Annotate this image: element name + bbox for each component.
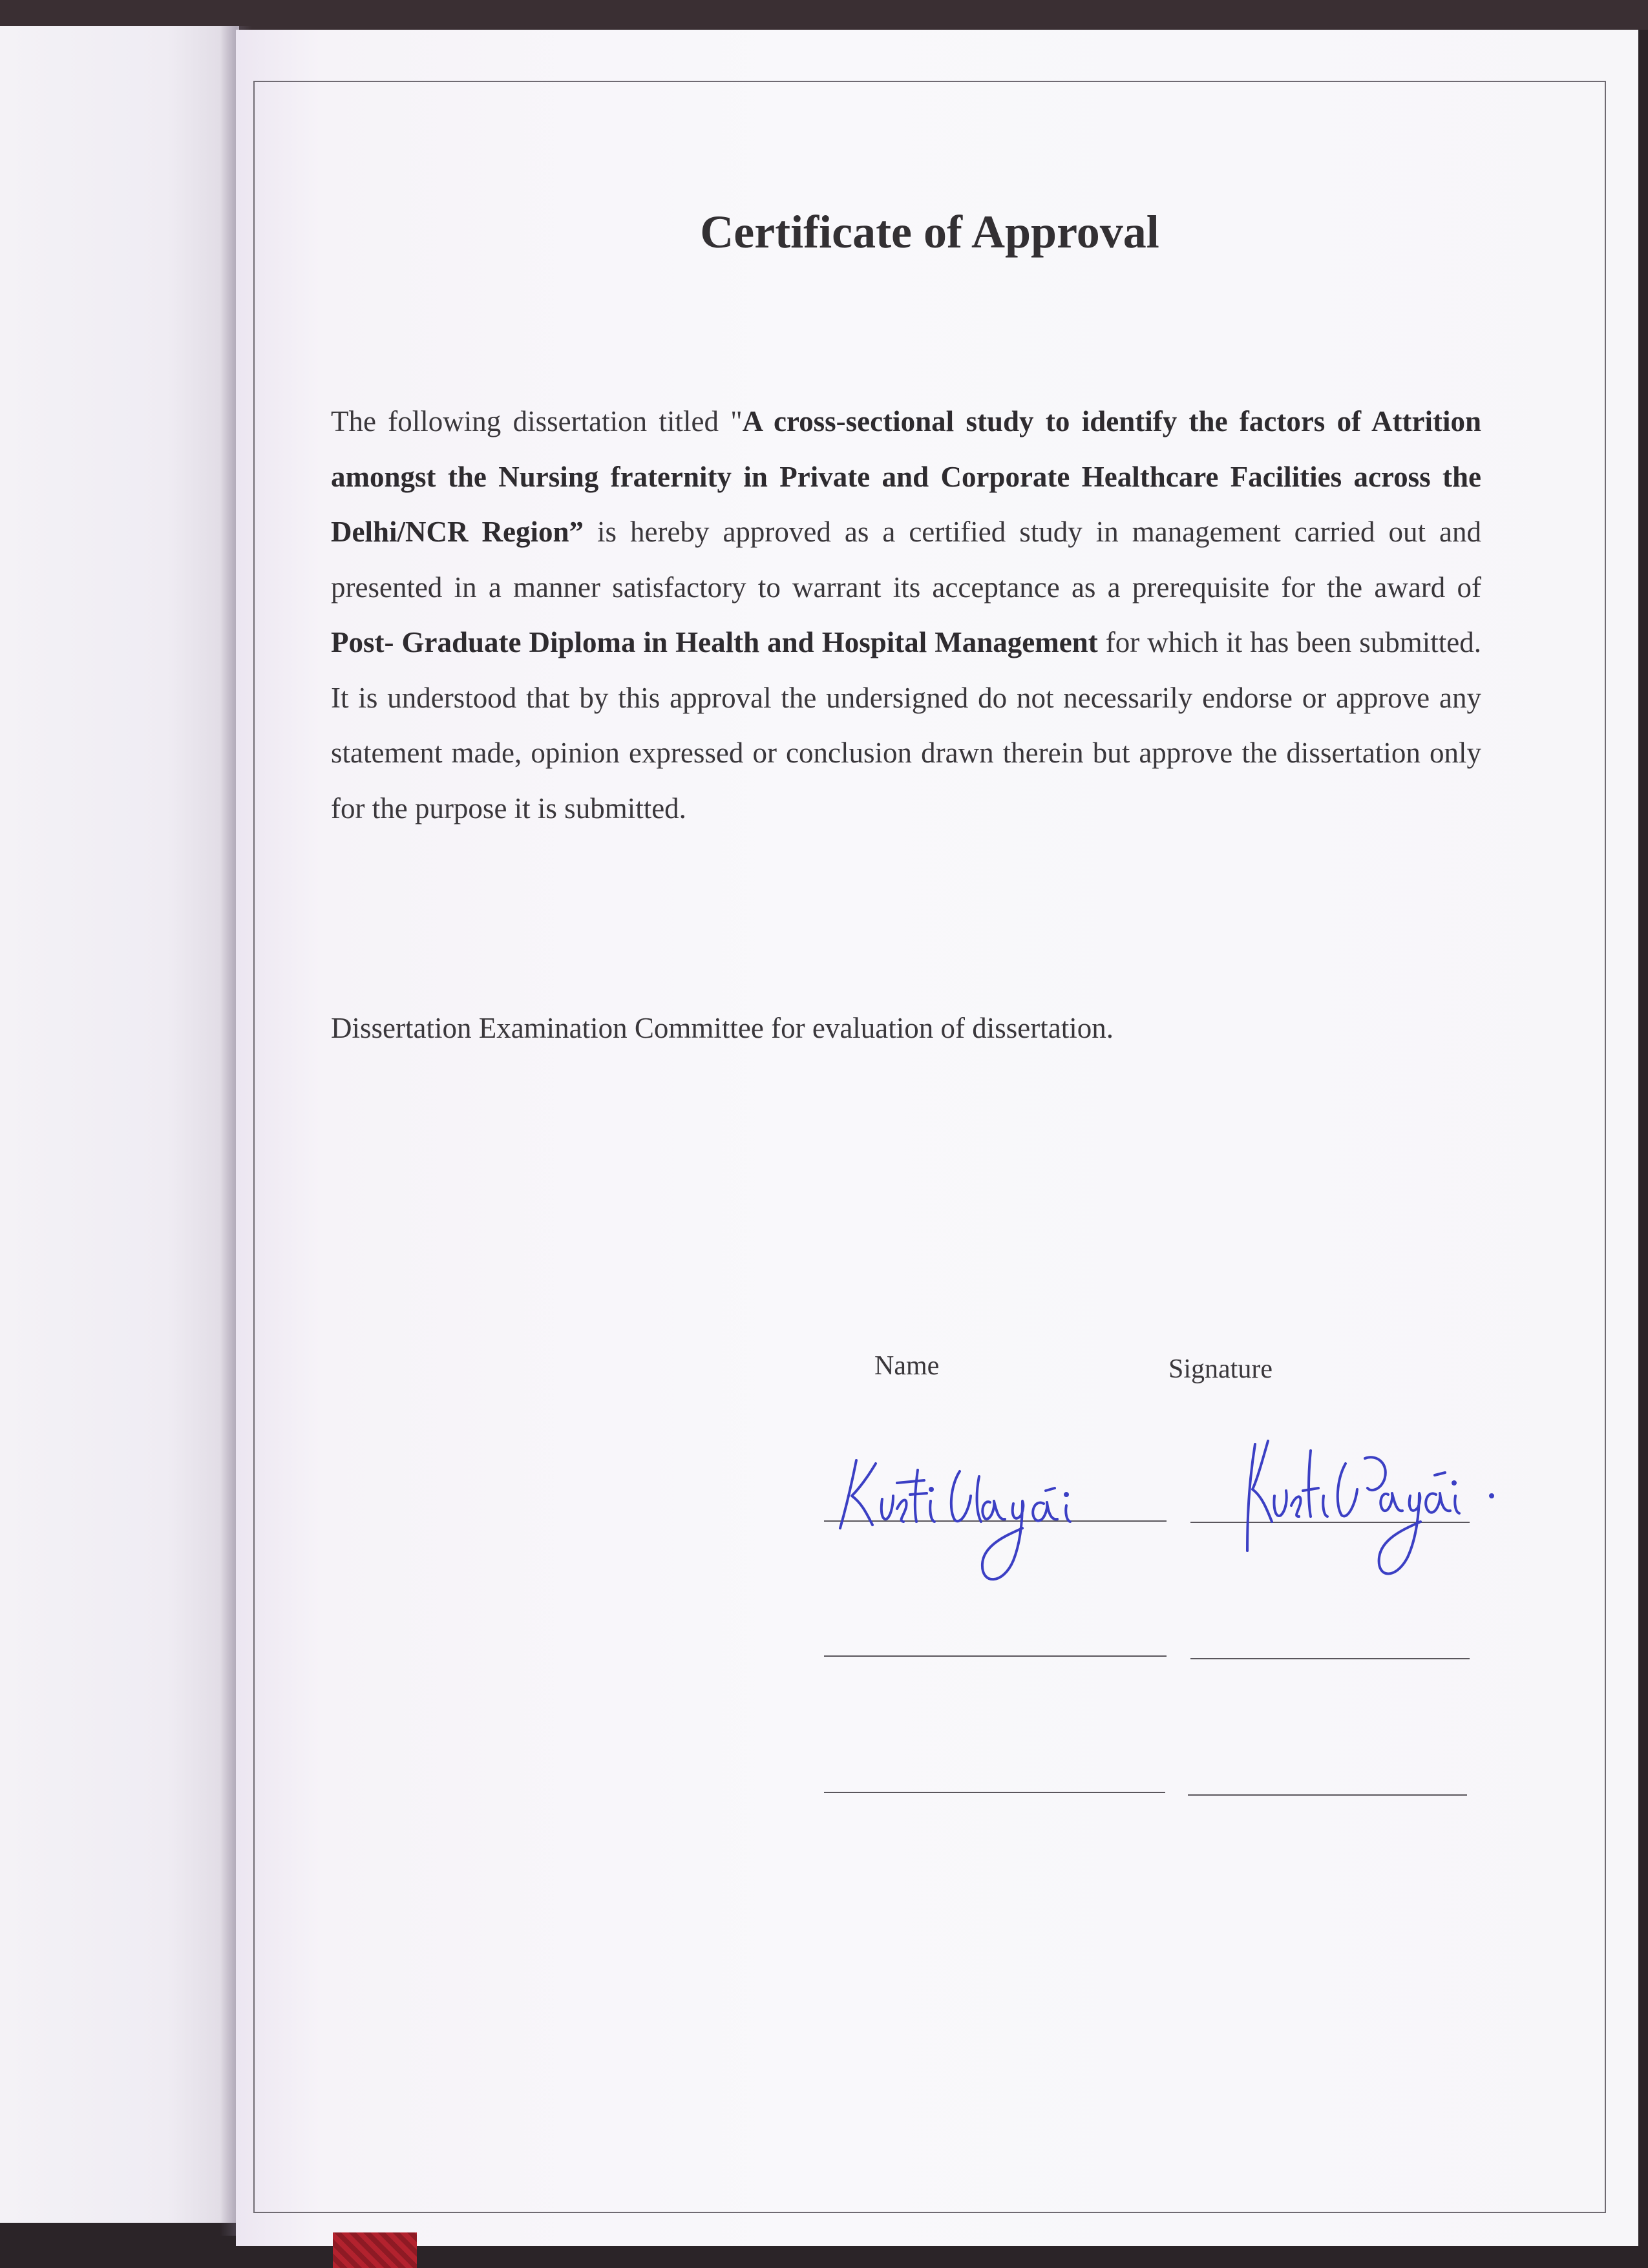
bookmark-ribbon (333, 2232, 417, 2268)
award-name: Post- Graduate Diploma in Health and Hospital Management (331, 626, 1098, 658)
study-title: A cross-sectional study to identify the factors of Attrition amongst the Nursing fraternity in Private and Corporate Healthcare Facilities across the Delhi/NCR Region” (331, 405, 1481, 548)
name-column-label: Name (874, 1351, 940, 1381)
signature-line-3 (1188, 1794, 1467, 1796)
signature-ink-strokes (1247, 1441, 1493, 1574)
name-line-2 (824, 1655, 1167, 1657)
paragraph-middle: is hereby approved as a certified study in management carried out and presented in a manner satisfactory to warrant its acceptance as a prerequisite for the award of (331, 516, 1481, 604)
name-ink-strokes (840, 1460, 1070, 1579)
signature-line-2 (1190, 1658, 1470, 1659)
paragraph-closing: for which it has been submitted. It is understood that by this approval the undersigned do not necessarily endorse or approve any statement made, opinion expressed or conclusion drawn therein but approve the dissertation only for the purpose it is submitted. (331, 626, 1481, 824)
paragraph-intro: The following dissertation titled " (331, 405, 743, 437)
handwritten-name-1 (821, 1431, 1125, 1599)
left-page (0, 26, 239, 2223)
approval-paragraph (331, 394, 1481, 836)
page-title: Certificate of Approval (700, 206, 1159, 258)
signature-column-label: Signature (1168, 1354, 1273, 1384)
name-line-3 (824, 1792, 1165, 1793)
signature-1 (1221, 1418, 1506, 1612)
committee-line: Dissertation Examination Committee for evaluation of dissertation. (331, 1012, 1114, 1044)
